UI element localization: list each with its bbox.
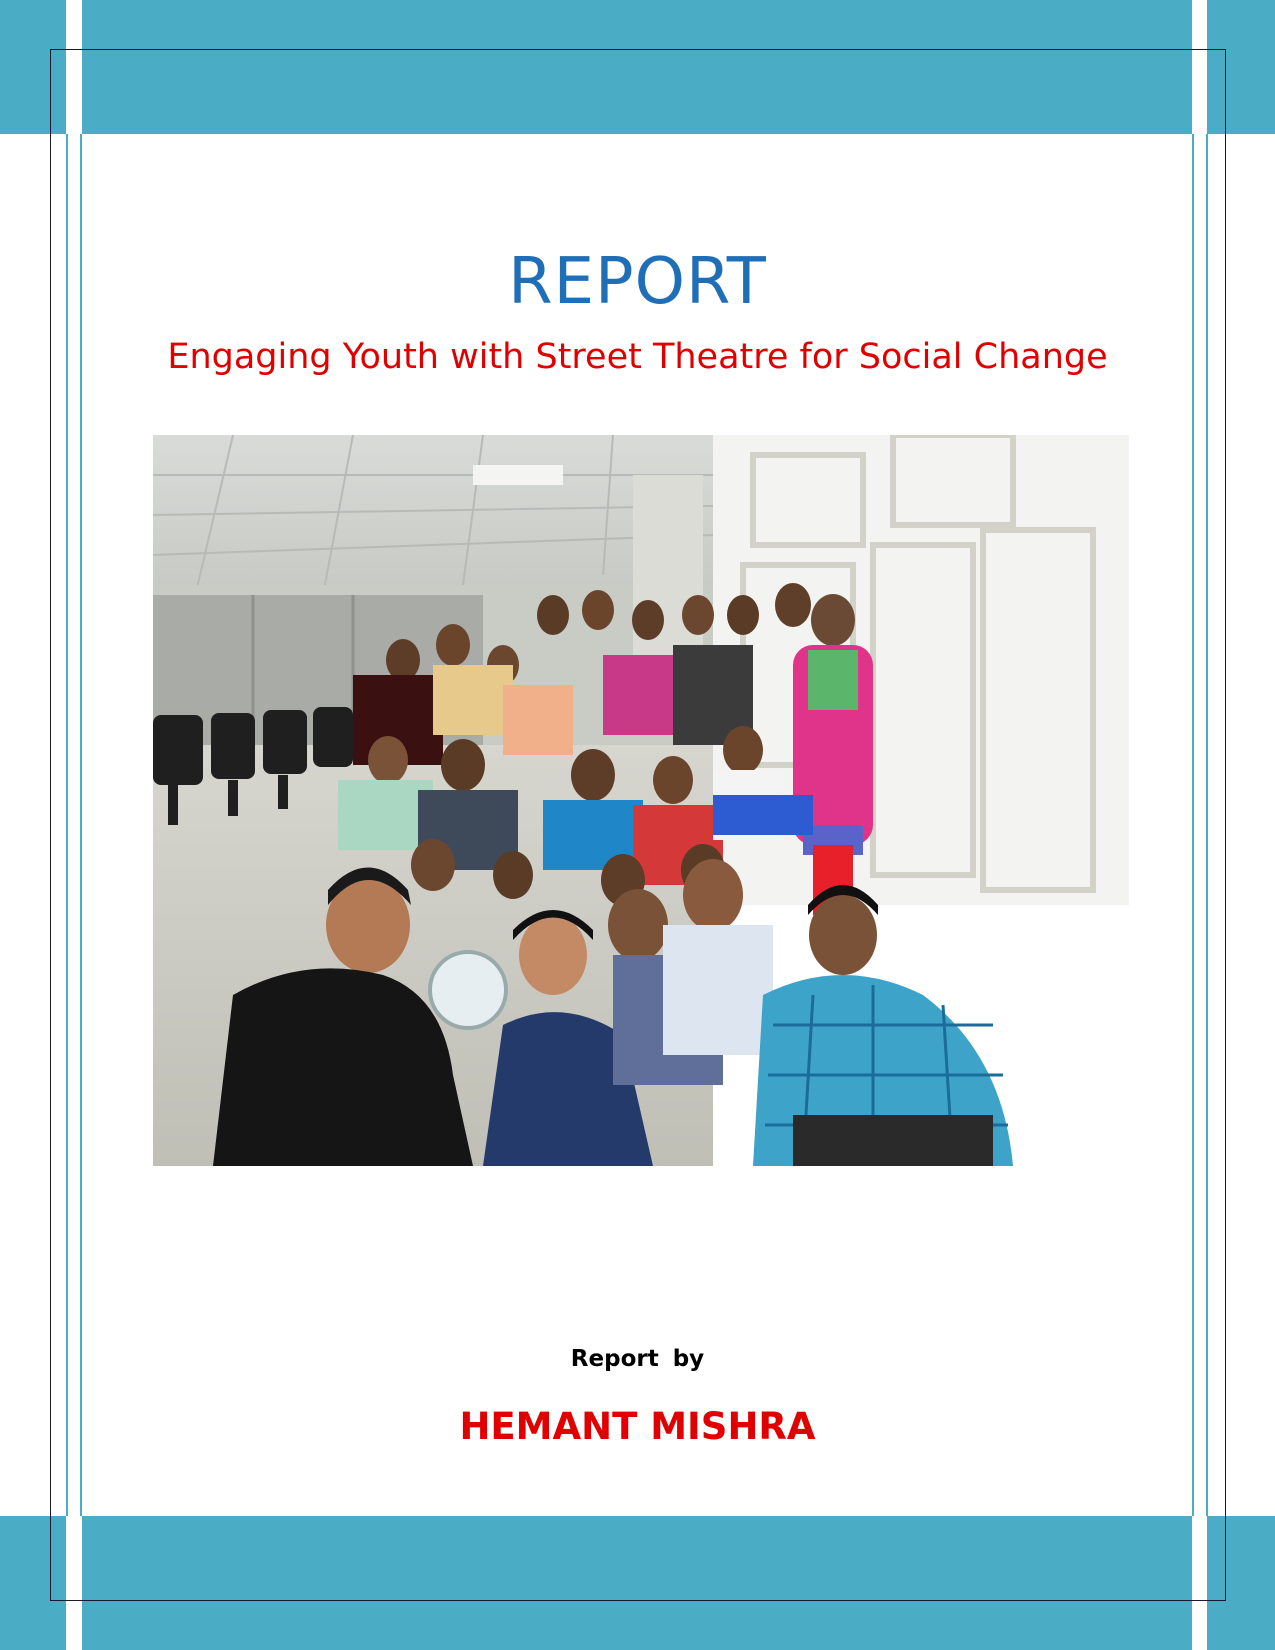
group-photo-icon: [153, 435, 1129, 1166]
top-band-left: [0, 0, 66, 134]
frame-line-bottom: [50, 1600, 1226, 1601]
bottom-band-right: [1207, 1516, 1275, 1650]
report-title: REPORT: [508, 245, 767, 319]
author-name: HEMANT MISHRA: [459, 1405, 816, 1448]
group-photo: [153, 435, 1129, 1166]
top-band-right: [1207, 0, 1275, 134]
frame-line-top: [50, 49, 1226, 50]
report-byline: Report by: [570, 1346, 705, 1372]
bottom-band-center: [82, 1516, 1192, 1650]
bottom-band-left: [0, 1516, 66, 1650]
top-band-center: [82, 0, 1192, 134]
report-subtitle: Engaging Youth with Street Theatre for Social Change: [167, 337, 1108, 377]
